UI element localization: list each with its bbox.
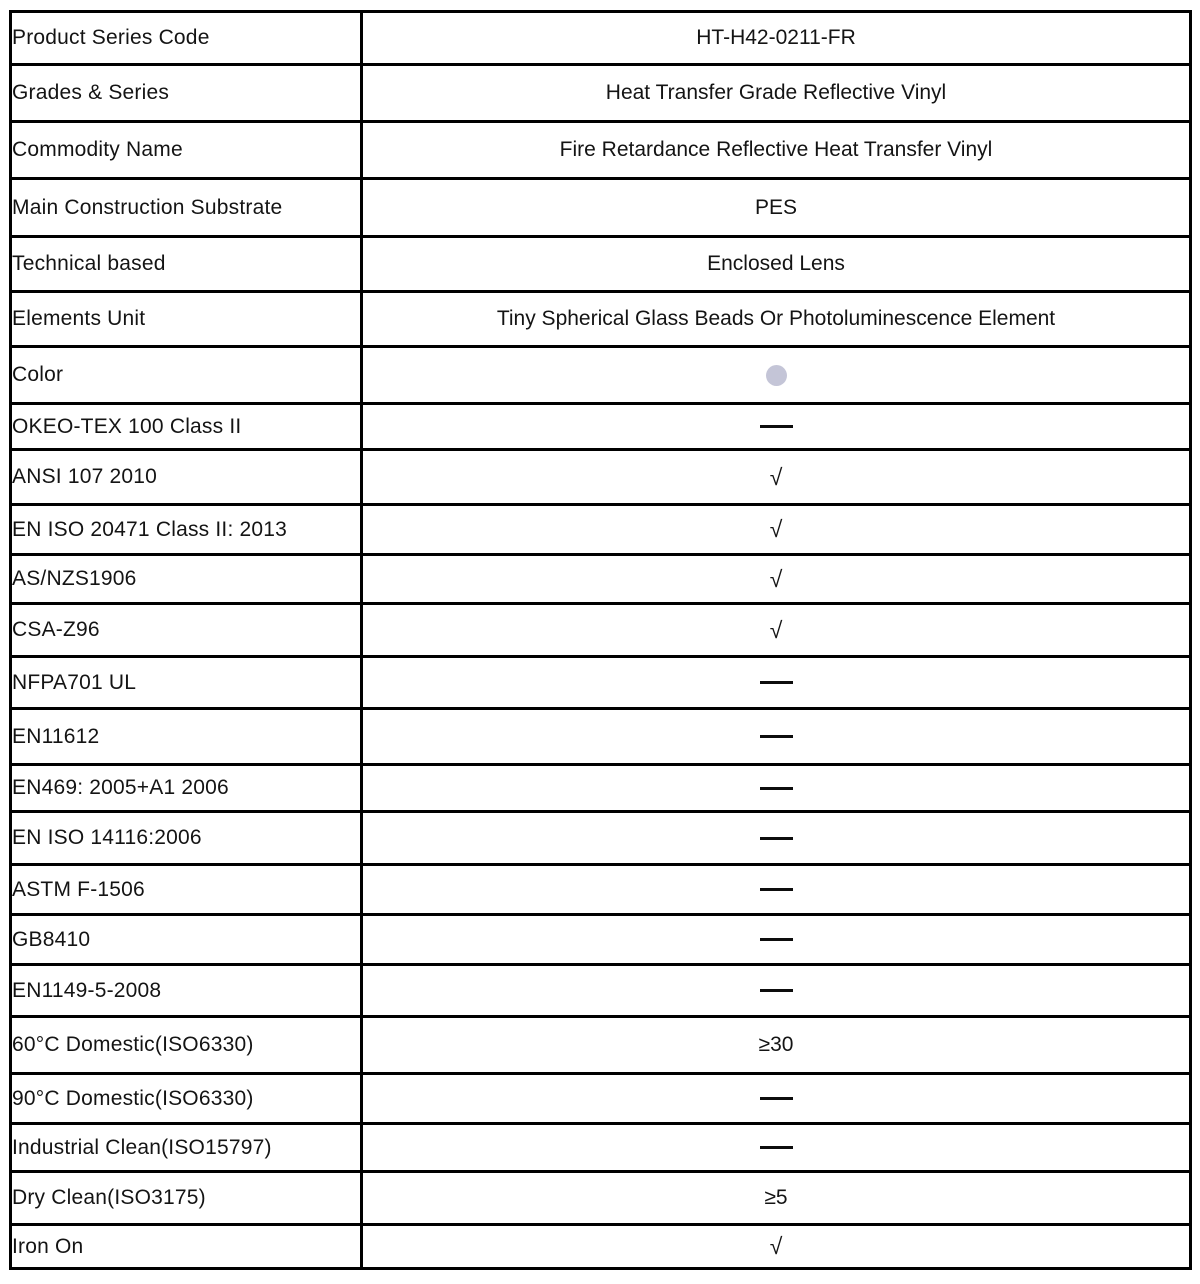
color-swatch-dot bbox=[766, 365, 787, 386]
table-row bbox=[11, 555, 1191, 604]
row-value-color bbox=[362, 347, 1191, 404]
dash-mark bbox=[760, 938, 793, 941]
table-row bbox=[11, 1017, 1191, 1074]
dash-mark bbox=[760, 1097, 793, 1100]
row-value-none bbox=[362, 657, 1191, 709]
table-row bbox=[11, 1225, 1191, 1269]
row-value-none bbox=[362, 965, 1191, 1017]
table-row bbox=[11, 237, 1191, 292]
row-value-none bbox=[362, 812, 1191, 865]
row-label: ASTM F-1506 bbox=[11, 865, 362, 915]
row-label: EN1149-5-2008 bbox=[11, 965, 362, 1017]
row-value-none bbox=[362, 865, 1191, 915]
table-row bbox=[11, 865, 1191, 915]
row-label: Technical based bbox=[11, 237, 362, 292]
row-label: 60°C Domestic(ISO6330) bbox=[11, 1017, 362, 1074]
table-row bbox=[11, 292, 1191, 347]
row-label: GB8410 bbox=[11, 915, 362, 965]
row-label: NFPA701 UL bbox=[11, 657, 362, 709]
dash-mark bbox=[760, 837, 793, 840]
table-row bbox=[11, 965, 1191, 1017]
row-value-check: √ bbox=[362, 555, 1191, 604]
row-value-none bbox=[362, 915, 1191, 965]
row-label: OKEO-TEX 100 Class II bbox=[11, 404, 362, 450]
table-row bbox=[11, 65, 1191, 122]
table-row bbox=[11, 709, 1191, 765]
spec-table-body bbox=[11, 12, 1191, 1269]
row-value-check: √ bbox=[362, 1225, 1191, 1269]
table-row bbox=[11, 1172, 1191, 1225]
table-row bbox=[11, 404, 1191, 450]
row-value-none bbox=[362, 1124, 1191, 1172]
dash-mark bbox=[760, 681, 793, 684]
product-spec-table bbox=[9, 10, 1192, 1270]
row-label: 90°C Domestic(ISO6330) bbox=[11, 1074, 362, 1124]
row-value: Enclosed Lens bbox=[362, 237, 1191, 292]
row-label: Product Series Code bbox=[11, 12, 362, 65]
table-row bbox=[11, 12, 1191, 65]
dash-mark bbox=[760, 735, 793, 738]
row-value-check: √ bbox=[362, 505, 1191, 555]
table-row bbox=[11, 657, 1191, 709]
row-value-none bbox=[362, 404, 1191, 450]
row-label: AS/NZS1906 bbox=[11, 555, 362, 604]
table-row bbox=[11, 505, 1191, 555]
row-label: EN469: 2005+A1 2006 bbox=[11, 765, 362, 812]
row-label: CSA-Z96 bbox=[11, 604, 362, 657]
row-label: Elements Unit bbox=[11, 292, 362, 347]
row-value: ≥30 bbox=[362, 1017, 1191, 1074]
row-label: Dry Clean(ISO3175) bbox=[11, 1172, 362, 1225]
table-row bbox=[11, 450, 1191, 505]
table-row bbox=[11, 1074, 1191, 1124]
table-row bbox=[11, 915, 1191, 965]
table-row bbox=[11, 812, 1191, 865]
dash-mark bbox=[760, 1146, 793, 1149]
table-row bbox=[11, 765, 1191, 812]
dash-mark bbox=[760, 989, 793, 992]
row-value: Tiny Spherical Glass Beads Or Photoluminescence Element bbox=[362, 292, 1191, 347]
table-row bbox=[11, 122, 1191, 179]
row-value-none bbox=[362, 709, 1191, 765]
row-value-none bbox=[362, 1074, 1191, 1124]
row-label: Grades & Series bbox=[11, 65, 362, 122]
row-label: Commodity Name bbox=[11, 122, 362, 179]
row-value-check: √ bbox=[362, 450, 1191, 505]
row-label: Color bbox=[11, 347, 362, 404]
row-label: ANSI 107 2010 bbox=[11, 450, 362, 505]
row-value: ≥5 bbox=[362, 1172, 1191, 1225]
row-label: EN11612 bbox=[11, 709, 362, 765]
dash-mark bbox=[760, 787, 793, 790]
dash-mark bbox=[760, 425, 793, 428]
dash-mark bbox=[760, 888, 793, 891]
row-label: Iron On bbox=[11, 1225, 362, 1269]
row-value: Fire Retardance Reflective Heat Transfer Vinyl bbox=[362, 122, 1191, 179]
row-label: Industrial Clean(ISO15797) bbox=[11, 1124, 362, 1172]
row-value-check: √ bbox=[362, 604, 1191, 657]
row-label: EN ISO 14116:2006 bbox=[11, 812, 362, 865]
table-row bbox=[11, 604, 1191, 657]
table-row bbox=[11, 1124, 1191, 1172]
table-row bbox=[11, 347, 1191, 404]
row-label: Main Construction Substrate bbox=[11, 179, 362, 237]
row-value: PES bbox=[362, 179, 1191, 237]
row-value: HT-H42-0211-FR bbox=[362, 12, 1191, 65]
row-label: EN ISO 20471 Class II: 2013 bbox=[11, 505, 362, 555]
table-row bbox=[11, 179, 1191, 237]
row-value-none bbox=[362, 765, 1191, 812]
row-value: Heat Transfer Grade Reflective Vinyl bbox=[362, 65, 1191, 122]
